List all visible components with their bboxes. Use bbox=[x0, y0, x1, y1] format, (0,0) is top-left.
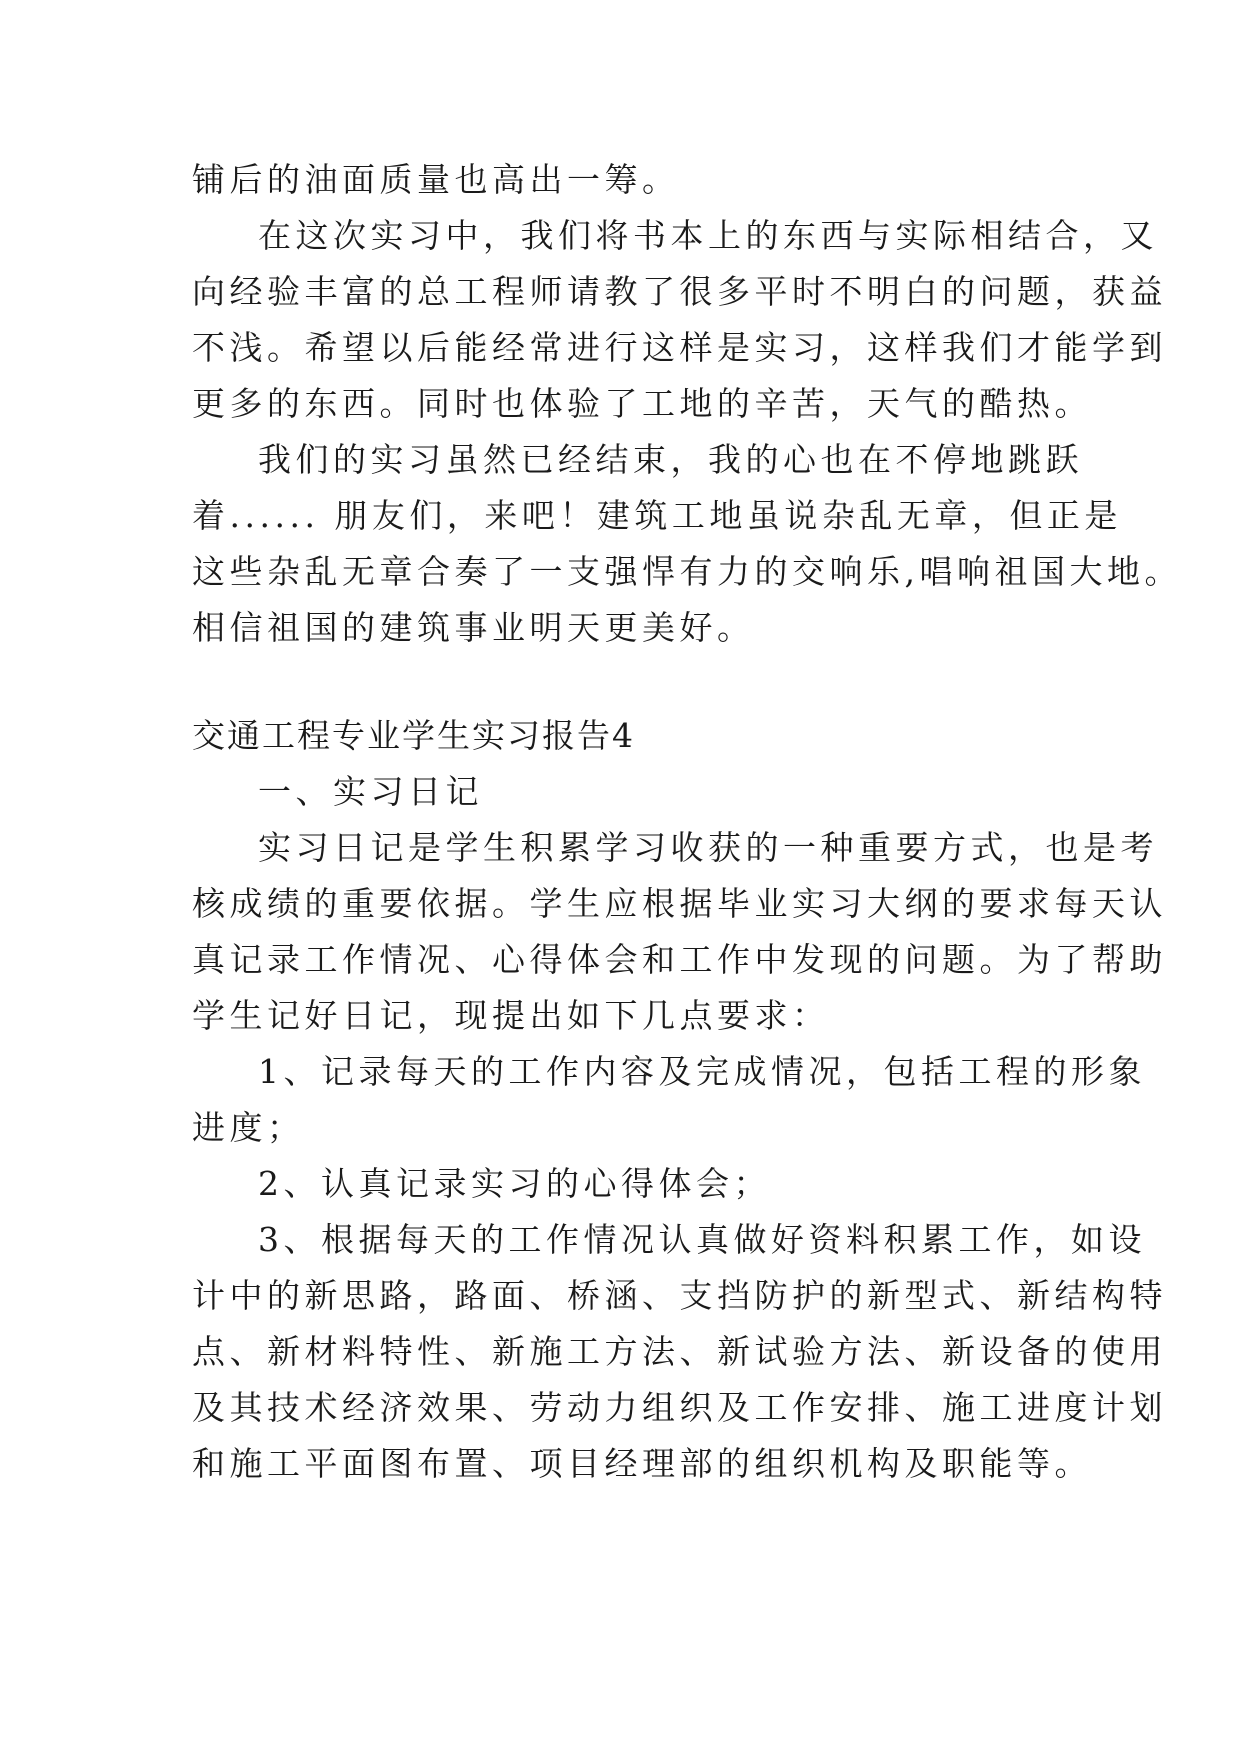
list-item-line: 及其技术经济效果、劳动力组织及工作安排、施工进度计划 bbox=[192, 1388, 1167, 1427]
paragraph-line: 这些杂乱无章合奏了一支强悍有力的交响乐,唱响祖国大地。 bbox=[192, 552, 1182, 591]
paragraph-line: 不浅。希望以后能经常进行这样是实习，这样我们才能学到 bbox=[192, 328, 1167, 367]
list-item-line: 进度； bbox=[192, 1108, 305, 1147]
paragraph-line: 向经验丰富的总工程师请教了很多平时不明白的问题，获益 bbox=[192, 272, 1167, 311]
list-item-line: 2、认真记录实习的心得体会； bbox=[258, 1164, 771, 1203]
list-item-line: 和施工平面图布置、项目经理部的组织机构及职能等。 bbox=[192, 1444, 1092, 1483]
paragraph-line: 核成绩的重要依据。学生应根据毕业实习大纲的要求每天认 bbox=[192, 884, 1167, 923]
paragraph-line: 我们的实习虽然已经结束，我的心也在不停地跳跃 bbox=[258, 440, 1083, 479]
paragraph-line: 真记录工作情况、心得体会和工作中发现的问题。为了帮助 bbox=[192, 940, 1167, 979]
section-title: 交通工程专业学生实习报告4 bbox=[192, 716, 635, 755]
list-item-line: 3、根据每天的工作情况认真做好资料积累工作，如设 bbox=[258, 1220, 1146, 1259]
list-item-line: 1、记录每天的工作内容及完成情况，包括工程的形象 bbox=[258, 1052, 1146, 1091]
paragraph-line: 着...... 朋友们，来吧！建筑工地虽说杂乱无章，但正是 bbox=[192, 496, 1122, 535]
subheading: 一、实习日记 bbox=[258, 772, 483, 811]
paragraph-line: 在这次实习中，我们将书本上的东西与实际相结合，又 bbox=[258, 216, 1158, 255]
paragraph-line: 更多的东西。同时也体验了工地的辛苦，天气的酷热。 bbox=[192, 384, 1092, 423]
paragraph-line: 学生记好日记，现提出如下几点要求： bbox=[192, 996, 830, 1035]
list-item-line: 点、新材料特性、新施工方法、新试验方法、新设备的使用 bbox=[192, 1332, 1167, 1371]
paragraph-line: 实习日记是学生积累学习收获的一种重要方式，也是考 bbox=[258, 828, 1158, 867]
paragraph-line: 铺后的油面质量也高出一筹。 bbox=[192, 160, 680, 199]
list-item-line: 计中的新思路，路面、桥涵、支挡防护的新型式、新结构特 bbox=[192, 1276, 1167, 1315]
paragraph-line: 相信祖国的建筑事业明天更美好。 bbox=[192, 608, 755, 647]
